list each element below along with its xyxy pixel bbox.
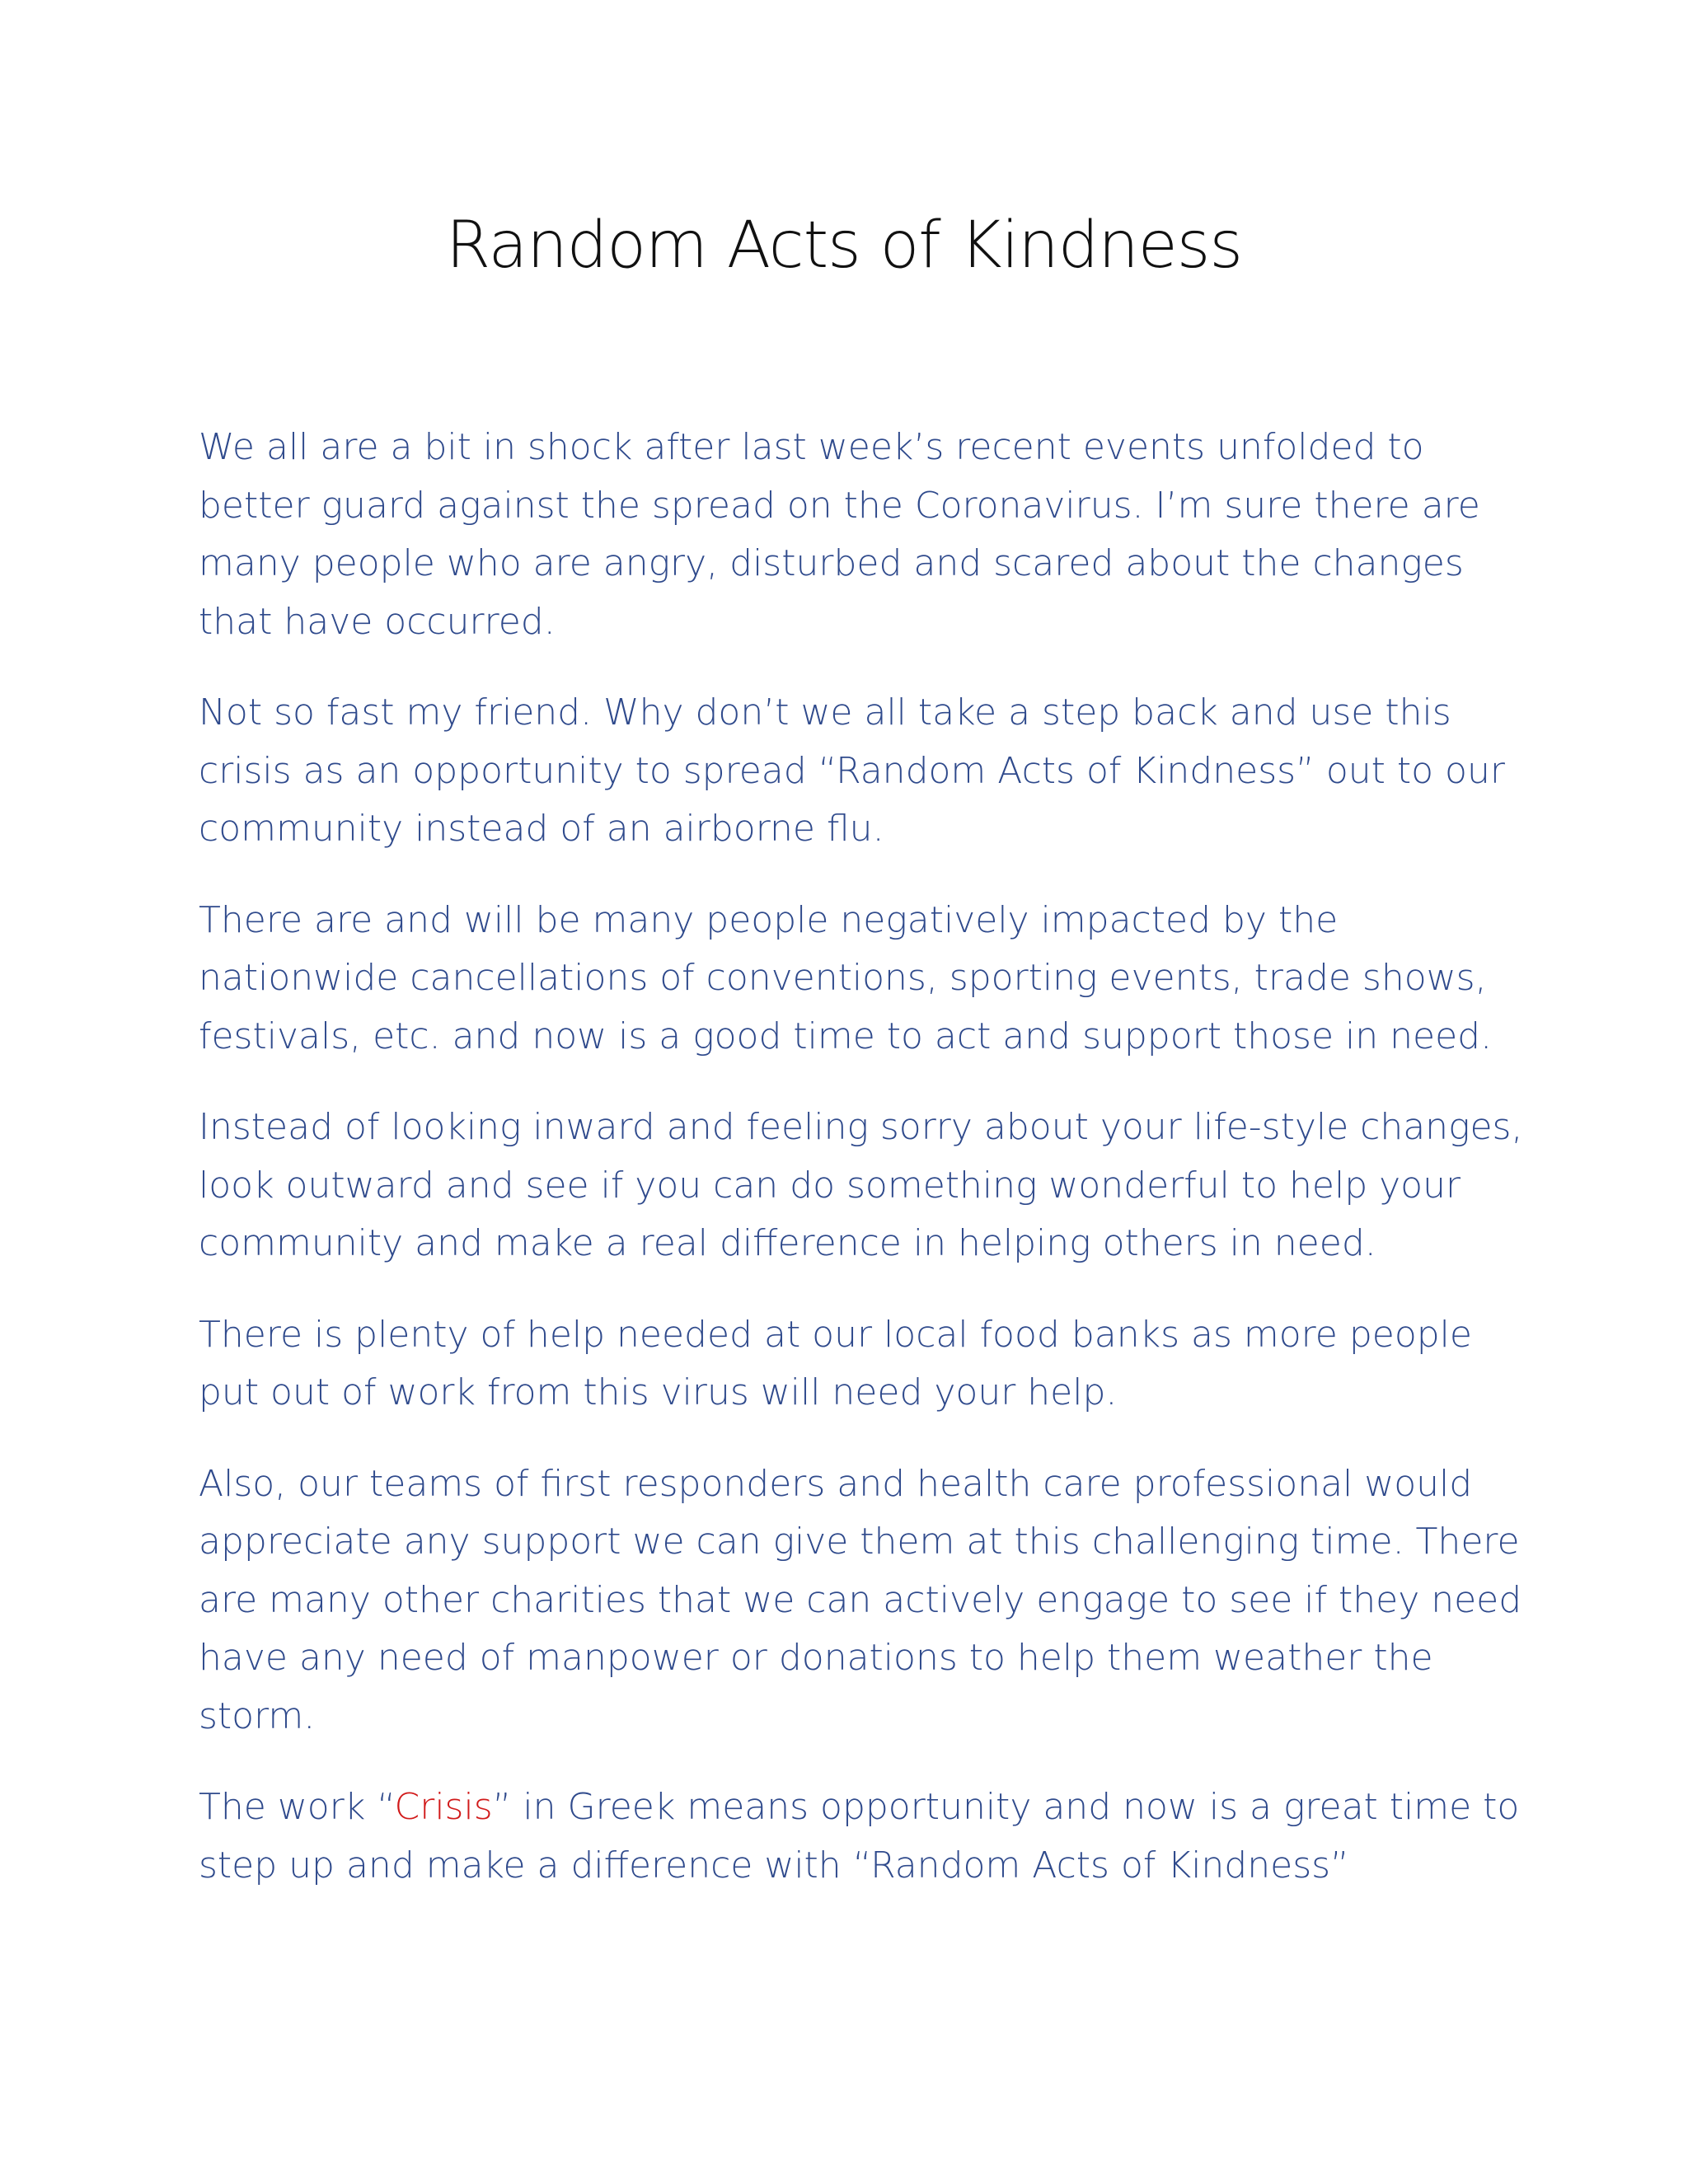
closing-paragraph bbox=[199, 1779, 1520, 1895]
text-line: There is plenty of help needed at our local food banks as more people bbox=[199, 1313, 1472, 1356]
text-line: There are and will be many people negatively impacted by the bbox=[199, 898, 1339, 941]
text-line: crisis as an opportunity to spread “Random Acts of Kindness” out to our bbox=[199, 749, 1505, 792]
text-line: step up and make a difference with “Random Acts of Kindness” bbox=[199, 1844, 1349, 1886]
text-line: Not so fast my friend. Why don’t we all take a step back and use this bbox=[199, 691, 1451, 733]
text-line: that have occurred. bbox=[199, 600, 556, 643]
text-line: nationwide cancellations of conventions, sporting events, trade shows, bbox=[199, 957, 1487, 999]
paragraph-5 bbox=[199, 1306, 1501, 1422]
text-line: are many other charities that we can actively engage to see if they need bbox=[199, 1578, 1522, 1621]
text-line: festivals, etc. and now is a good time to act and support those in need. bbox=[199, 1015, 1493, 1057]
text-line: We all are a bit in shock after last week’s recent events unfolded to bbox=[199, 426, 1424, 468]
text-line: put out of work from this virus will need your help. bbox=[199, 1371, 1118, 1413]
document-title: Random Acts of Kindness bbox=[445, 209, 1243, 283]
paragraph-3 bbox=[199, 892, 1501, 1066]
text-line: storm. bbox=[199, 1694, 316, 1737]
text-line: look outward and see if you can do something wonderful to help your bbox=[199, 1164, 1461, 1207]
text-line bbox=[199, 1779, 1520, 1837]
paragraph-4 bbox=[199, 1099, 1523, 1273]
paragraph-6 bbox=[199, 1455, 1522, 1746]
text-line: community instead of an airborne flu. bbox=[199, 808, 884, 850]
text-line: better guard against the spread on the Coronavirus. I’m sure there are bbox=[199, 484, 1480, 527]
closing-text-before: The work “ bbox=[199, 1786, 395, 1828]
text-line: community and make a real difference in helping others in need. bbox=[199, 1222, 1376, 1264]
text-line: Instead of looking inward and feeling sorry about your life-style changes, bbox=[199, 1106, 1523, 1148]
text-line: many people who are angry, disturbed and scared about the changes bbox=[199, 542, 1464, 584]
text-line: appreciate any support we can give them at this challenging time. There bbox=[199, 1521, 1520, 1563]
paragraph-2 bbox=[199, 684, 1505, 859]
crisis-highlight: Crisis bbox=[394, 1786, 493, 1828]
document-body bbox=[199, 419, 1523, 1928]
paragraph-1 bbox=[199, 419, 1501, 651]
text-line: have any need of manpower or donations to help them weather the bbox=[199, 1637, 1433, 1679]
closing-text-after: ” in Greek means opportunity and now is a great time to bbox=[492, 1786, 1520, 1828]
text-line: Also, our teams of first responders and health care professional would bbox=[199, 1462, 1473, 1505]
